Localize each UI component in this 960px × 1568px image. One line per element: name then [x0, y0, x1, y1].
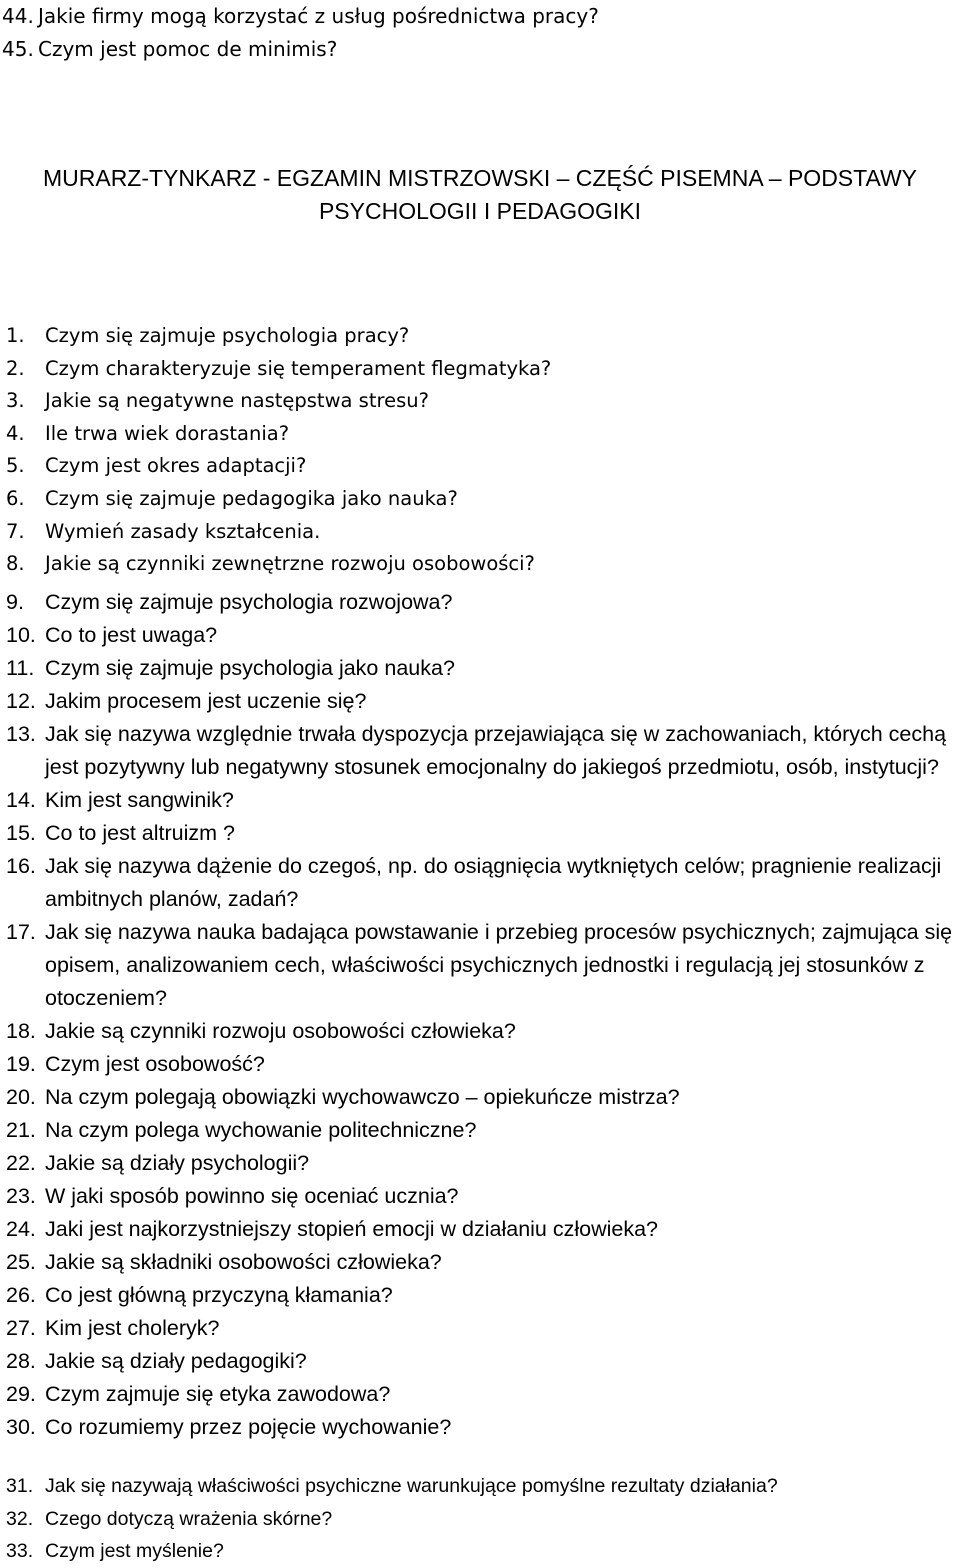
item-number: 29.	[6, 1382, 36, 1406]
item-number: 23.	[6, 1184, 36, 1208]
item-number: 33.	[6, 1540, 34, 1562]
list-item	[0, 1312, 960, 1345]
list-item	[0, 652, 960, 685]
questions-list-part-1	[0, 320, 960, 581]
item-text: Czym zajmuje się etyka zawodowa?	[45, 1382, 391, 1406]
list-item	[0, 516, 960, 549]
list-item	[0, 817, 960, 850]
item-text: Co to jest altruizm ?	[45, 821, 235, 845]
list-item	[0, 784, 960, 817]
item-number: 9.	[6, 590, 24, 614]
list-item	[0, 548, 960, 581]
item-text: Czym jest okres adaptacji?	[45, 454, 307, 478]
item-text: Jakie są czynniki zewnętrzne rozwoju osobowości?	[45, 552, 535, 576]
list-item	[0, 619, 960, 652]
list-item	[0, 1246, 960, 1279]
item-number: 8.	[6, 552, 25, 576]
list-item	[0, 1048, 960, 1081]
item-text: Jakie są działy pedagogiki?	[45, 1349, 307, 1373]
item-text: Ile trwa wiek dorastania?	[45, 421, 290, 445]
item-number: 21.	[6, 1118, 36, 1142]
item-number: 11.	[6, 656, 35, 680]
list-item	[0, 850, 960, 916]
list-item	[0, 916, 960, 1015]
item-text: Co jest główną przyczyną kłamania?	[45, 1283, 393, 1307]
item-text: Jakie są czynniki rozwoju osobowości człowieka?	[45, 1019, 516, 1043]
list-item	[0, 685, 960, 718]
item-text: Co rozumiemy przez pojęcie wychowanie?	[45, 1415, 452, 1439]
item-number: 3.	[6, 389, 25, 413]
item-number: 28.	[6, 1349, 36, 1373]
item-text: Jakie są działy psychologii?	[45, 1151, 310, 1175]
item-number: 12.	[6, 689, 36, 713]
item-number: 30.	[6, 1415, 36, 1439]
heading-line-1: MURARZ-TYNKARZ - EGZAMIN MISTRZOWSKI – CZĘŚĆ PISEMNA – PODSTAWY	[42, 165, 918, 191]
list-item	[0, 1180, 960, 1213]
item-text: Kim jest choleryk?	[45, 1316, 220, 1340]
list-item	[0, 385, 960, 418]
list-item	[0, 586, 960, 619]
item-text: Co to jest uwaga?	[45, 623, 218, 647]
item-number: 31.	[6, 1475, 34, 1497]
item-text: Jakie są składniki osobowości człowieka?	[45, 1250, 442, 1274]
list-item	[0, 1470, 960, 1503]
list-item	[0, 1411, 960, 1444]
questions-list-part-2	[0, 586, 960, 1444]
list-item	[0, 320, 960, 353]
item-text: Czym się zajmuje psychologia jako nauka?	[45, 656, 455, 680]
item-text: Kim jest sangwinik?	[45, 788, 234, 812]
item-text: W jaki sposób powinno się oceniać ucznia?	[45, 1184, 459, 1208]
item-number: 6.	[6, 486, 25, 510]
section-heading	[0, 162, 960, 228]
item-number: 10.	[6, 623, 36, 647]
item-text: Jakie firmy mogą korzystać z usług pośrednictwa pracy?	[38, 4, 599, 28]
item-number: 7.	[6, 519, 25, 543]
item-number: 22.	[6, 1151, 36, 1175]
list-item	[0, 1213, 960, 1246]
list-item	[0, 1503, 960, 1536]
item-number: 2.	[6, 356, 25, 380]
item-number: 25.	[6, 1250, 36, 1274]
item-number: 1.	[6, 324, 25, 347]
list-item	[0, 483, 960, 516]
item-number: 44.	[2, 4, 34, 28]
item-text: Jak się nazywa względnie trwała dyspozycja przejawiająca się w zachowaniach, których cechą jest pozytywny lub negatywny stosunek emocjonalny do jakiegoś przedmiotu, osób, instytucji?	[45, 722, 947, 779]
item-text: Czym jest osobowość?	[45, 1052, 265, 1076]
list-item	[0, 1378, 960, 1411]
item-text: Czym jest pomoc de minimis?	[38, 37, 338, 61]
item-number: 24.	[6, 1217, 36, 1241]
item-text: Czym charakteryzuje się temperament flegmatyka?	[45, 356, 552, 380]
item-text: Na czym polegają obowiązki wychowawczo – opiekuńcze mistrza?	[45, 1085, 680, 1109]
list-item	[0, 1114, 960, 1147]
item-number: 27.	[6, 1316, 36, 1340]
item-text: Czym się zajmuje pedagogika jako nauka?	[45, 486, 458, 510]
previous-questions-list	[0, 0, 960, 66]
list-item	[0, 33, 960, 66]
item-text: Jakie są negatywne następstwa stresu?	[45, 389, 429, 413]
item-number: 15.	[6, 821, 36, 845]
item-text: Wymień zasady kształcenia.	[45, 519, 321, 543]
heading-line-2: PSYCHOLOGII I PEDAGOGIKI	[318, 198, 642, 224]
item-number: 14.	[6, 788, 36, 812]
list-item	[0, 353, 960, 386]
item-number: 16.	[6, 854, 36, 878]
item-number: 4.	[6, 421, 25, 445]
list-item	[0, 1147, 960, 1180]
item-text: Jakim procesem jest uczenie się?	[45, 689, 367, 713]
item-number: 17.	[6, 920, 36, 944]
item-number: 5.	[6, 454, 25, 478]
list-item	[0, 450, 960, 483]
item-number: 26.	[6, 1283, 36, 1307]
item-text: Czego dotyczą wrażenia skórne?	[45, 1507, 333, 1530]
list-item	[0, 1015, 960, 1048]
item-number: 20.	[6, 1085, 36, 1109]
list-item	[0, 1081, 960, 1114]
questions-list-part-3	[0, 1470, 960, 1568]
item-text: Jak się nazywa dążenie do czegoś, np. do osiągnięcia wytkniętych celów; pragnienie realizacji ambitnych planów, zadań?	[45, 854, 942, 911]
item-text: Czym się zajmuje psychologia rozwojowa?	[45, 590, 453, 614]
item-text: Jak się nazywają właściwości psychiczne warunkujące pomyślne rezultaty działania?	[45, 1475, 778, 1497]
item-number: 13.	[6, 722, 36, 746]
item-text: Jaki jest najkorzystniejszy stopień emocji w działaniu człowieka?	[45, 1217, 659, 1241]
item-text: Jak się nazywa nauka badająca powstawanie i przebieg procesów psychicznych; zajmująca się opisem, analizowaniem cech, właściwości psychicznych jednostki i regulacją jej stosunków z otoczeniem?	[45, 920, 953, 1010]
list-item	[0, 718, 960, 784]
list-item	[0, 0, 960, 33]
item-text: Czym jest myślenie?	[45, 1540, 224, 1562]
item-number: 18.	[6, 1019, 36, 1043]
list-item	[0, 418, 960, 451]
item-number: 45.	[2, 37, 34, 61]
item-text: Na czym polega wychowanie politechniczne?	[45, 1118, 477, 1142]
item-number: 19.	[6, 1052, 36, 1076]
list-item	[0, 1535, 960, 1568]
item-number: 32.	[6, 1507, 34, 1530]
list-item	[0, 1345, 960, 1378]
list-item	[0, 1279, 960, 1312]
item-text: Czym się zajmuje psychologia pracy?	[45, 324, 410, 347]
